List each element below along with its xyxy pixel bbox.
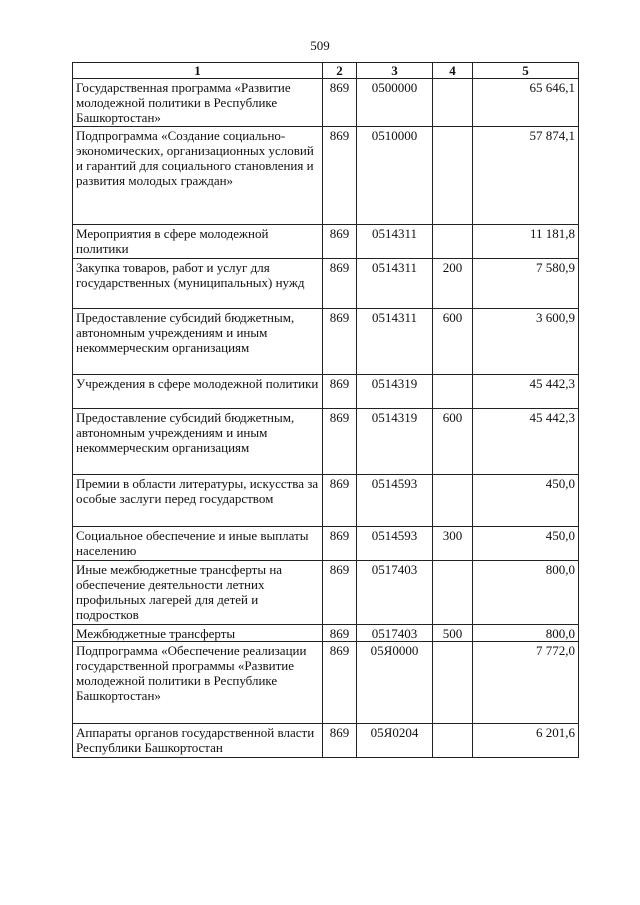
cell-ved: 869	[323, 724, 357, 758]
cell-ved: 869	[323, 375, 357, 409]
table-row	[73, 724, 579, 758]
table-row	[73, 309, 579, 375]
cell-csr: 0514593	[357, 475, 433, 527]
cell-ved: 869	[323, 642, 357, 724]
table-row	[73, 642, 579, 724]
cell-csr: 0514593	[357, 527, 433, 561]
cell-ved: 869	[323, 625, 357, 642]
cell-name: Закупка товаров, работ и услуг для государственных (муниципальных) нужд	[73, 259, 323, 309]
cell-csr: 0514311	[357, 225, 433, 259]
cell-ved: 869	[323, 527, 357, 561]
table-header-row	[73, 63, 579, 79]
table-row	[73, 409, 579, 475]
cell-csr: 05Я0204	[357, 724, 433, 758]
cell-name: Аппараты органов государственной власти Республики Башкортостан	[73, 724, 323, 758]
cell-name: Социальное обеспечение и иные выплаты населению	[73, 527, 323, 561]
cell-csr: 0500000	[357, 79, 433, 127]
cell-amount: 7 580,9	[473, 259, 579, 309]
column-header-amount: 5	[473, 63, 579, 79]
table-row	[73, 527, 579, 561]
cell-csr: 0514311	[357, 309, 433, 375]
cell-amount: 7 772,0	[473, 642, 579, 724]
cell-name: Учреждения в сфере молодежной политики	[73, 375, 323, 409]
cell-amount: 800,0	[473, 625, 579, 642]
cell-amount: 45 442,3	[473, 409, 579, 475]
cell-vr: 600	[433, 309, 473, 375]
cell-csr: 05Я0000	[357, 642, 433, 724]
cell-ved: 869	[323, 475, 357, 527]
cell-vr	[433, 724, 473, 758]
cell-amount: 45 442,3	[473, 375, 579, 409]
page-number: 509	[310, 38, 330, 53]
cell-ved: 869	[323, 259, 357, 309]
cell-vr: 300	[433, 527, 473, 561]
cell-vr	[433, 475, 473, 527]
cell-name: Мероприятия в сфере молодежной политики	[73, 225, 323, 259]
cell-csr: 0514319	[357, 409, 433, 475]
cell-vr	[433, 561, 473, 625]
cell-amount: 3 600,9	[473, 309, 579, 375]
cell-csr: 0510000	[357, 127, 433, 225]
column-header-ved: 2	[323, 63, 357, 79]
cell-name: Премии в области литературы, искусства за особые заслуги перед государством	[73, 475, 323, 527]
cell-vr	[433, 375, 473, 409]
cell-vr: 500	[433, 625, 473, 642]
cell-amount: 450,0	[473, 527, 579, 561]
cell-csr: 0517403	[357, 561, 433, 625]
cell-name: Подпрограмма «Обеспечение реализации государственной программы «Развитие молодежной политики в Республике Башкортостан»	[73, 642, 323, 724]
cell-amount: 800,0	[473, 561, 579, 625]
table-row	[73, 375, 579, 409]
cell-name: Подпрограмма «Создание социально-экономических, организационных условий и гарантий для социального становления и развития молодых граждан»	[73, 127, 323, 225]
cell-amount: 450,0	[473, 475, 579, 527]
table-row	[73, 475, 579, 527]
budget-table	[72, 62, 579, 758]
cell-vr: 200	[433, 259, 473, 309]
cell-csr: 0514319	[357, 375, 433, 409]
cell-ved: 869	[323, 79, 357, 127]
cell-vr: 600	[433, 409, 473, 475]
table-row	[73, 561, 579, 625]
cell-amount: 11 181,8	[473, 225, 579, 259]
cell-name: Иные межбюджетные трансферты на обеспечение деятельности летних профильных лагерей для детей и подростков	[73, 561, 323, 625]
cell-ved: 869	[323, 309, 357, 375]
cell-ved: 869	[323, 127, 357, 225]
cell-amount: 6 201,6	[473, 724, 579, 758]
table-row	[73, 625, 579, 642]
cell-csr: 0517403	[357, 625, 433, 642]
table-row	[73, 259, 579, 309]
cell-vr	[433, 225, 473, 259]
cell-vr	[433, 642, 473, 724]
cell-name: Межбюджетные трансферты	[73, 625, 323, 642]
cell-amount: 57 874,1	[473, 127, 579, 225]
cell-name: Государственная программа «Развитие молодежной политики в Республике Башкортостан»	[73, 79, 323, 127]
column-header-name: 1	[73, 63, 323, 79]
table-row	[73, 225, 579, 259]
cell-csr: 0514311	[357, 259, 433, 309]
table-body	[73, 79, 579, 758]
cell-ved: 869	[323, 225, 357, 259]
table-row	[73, 127, 579, 225]
cell-amount: 65 646,1	[473, 79, 579, 127]
cell-name: Предоставление субсидий бюджетным, автономным учреждениям и иным некоммерческим организациям	[73, 309, 323, 375]
cell-name: Предоставление субсидий бюджетным, автономным учреждениям и иным некоммерческим организациям	[73, 409, 323, 475]
cell-vr	[433, 79, 473, 127]
cell-ved: 869	[323, 409, 357, 475]
column-header-vr: 4	[433, 63, 473, 79]
cell-vr	[433, 127, 473, 225]
table-row	[73, 79, 579, 127]
column-header-csr: 3	[357, 63, 433, 79]
cell-ved: 869	[323, 561, 357, 625]
